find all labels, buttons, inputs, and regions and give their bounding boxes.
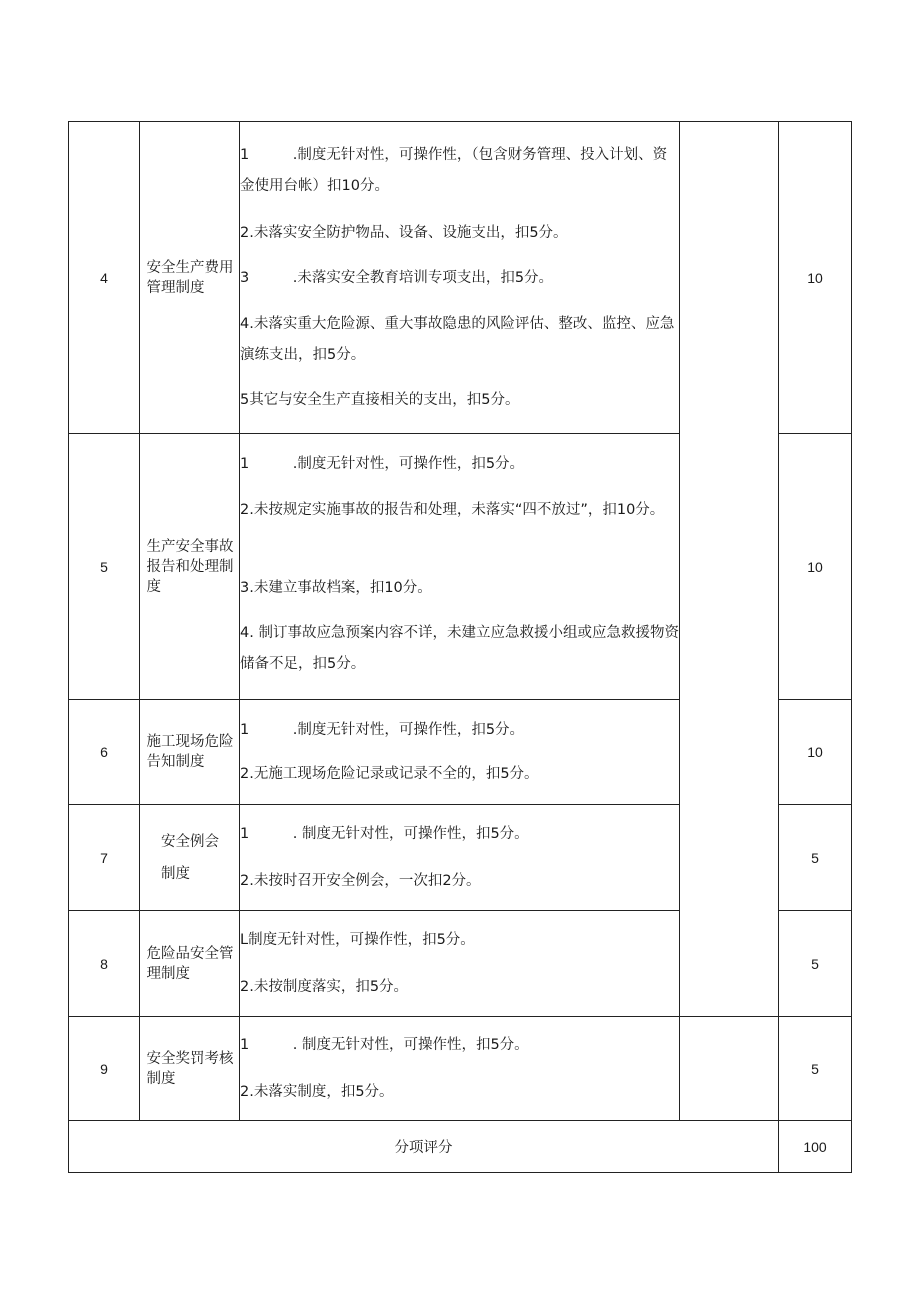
criterion: 2.未落实制度，扣5分。 (240, 1084, 394, 1100)
row-number: 9 (100, 1060, 108, 1077)
criterion: 2.未按制度落实，扣5分。 (240, 979, 409, 995)
row-score: 5 (811, 1060, 819, 1077)
row-criteria (240, 434, 682, 699)
row-criteria (240, 911, 682, 1016)
row-number: 7 (100, 849, 108, 866)
criterion: 1 .制度无针对性，可操作性，扣5分。 (240, 456, 525, 472)
criterion: 2.未落实安全防护物品、设备、设施支出，扣5分。 (240, 225, 568, 241)
row-name: 危险品安全管 理制度 (146, 945, 234, 982)
row-number: 5 (100, 558, 108, 575)
criterion: 2.无施工现场危险记录或记录不全的，扣5分。 (240, 766, 539, 782)
criterion: 5其它与安全生产直接相关的支出，扣5分。 (240, 392, 520, 408)
row-criteria (240, 1017, 682, 1120)
criterion: L制度无针对性，可操作性，扣5分。 (240, 932, 475, 948)
row-criteria (240, 805, 682, 910)
row-number: 4 (100, 269, 108, 286)
subtotal-label: 分项评分 (394, 1140, 453, 1156)
row-name: 施工现场危险 告知制度 (146, 734, 234, 770)
row-criteria (240, 700, 682, 804)
row-score: 5 (811, 849, 819, 866)
criterion: 3 .未落实安全教育培训专项支出，扣5分。 (240, 270, 554, 286)
criterion: 4.未落实重大危险源、重大事故隐患的风险评估、整改、监控、应急演练支出，扣5分。 (240, 316, 675, 363)
row-name: 安全生产费用 管理制度 (146, 259, 234, 296)
subtotal-value: 100 (803, 1138, 827, 1155)
criterion: 2.未按时召开安全例会，一次扣2分。 (240, 873, 481, 889)
row-criteria (240, 122, 682, 433)
criterion: 1 .制度无针对性，可操作性，（包含财务管理、投入计划、资金使用台帐）扣10分。 (240, 147, 668, 194)
score-table (68, 121, 852, 1173)
row-name: 安全例会 制度 (161, 833, 219, 882)
row-score: 10 (807, 744, 823, 760)
criterion: 3.未建立事故档案，扣10分。 (240, 580, 432, 596)
row-score: 10 (807, 269, 823, 286)
row-name: 生产安全事故 报告和处理制 度 (146, 538, 234, 595)
row-number: 6 (100, 744, 108, 760)
criterion: 1 . 制度无针对性，可操作性，扣5分。 (240, 826, 529, 842)
criterion: 1 .制度无针对性，可操作性，扣5分。 (240, 722, 525, 738)
row-number: 8 (100, 955, 108, 972)
row-name: 安全奖罚考核 制度 (146, 1050, 234, 1087)
criterion: 1 . 制度无针对性，可操作性，扣5分。 (240, 1037, 529, 1053)
row-score: 10 (807, 558, 823, 575)
row-score: 5 (811, 955, 819, 972)
criterion: 2.未按规定实施事故的报告和处理，未落实“四不放过”，扣10分。 (240, 502, 665, 518)
criterion: 4. 制订事故应急预案内容不详，未建立应急救援小组或应急救援物资储备不足，扣5分。 (240, 625, 679, 672)
